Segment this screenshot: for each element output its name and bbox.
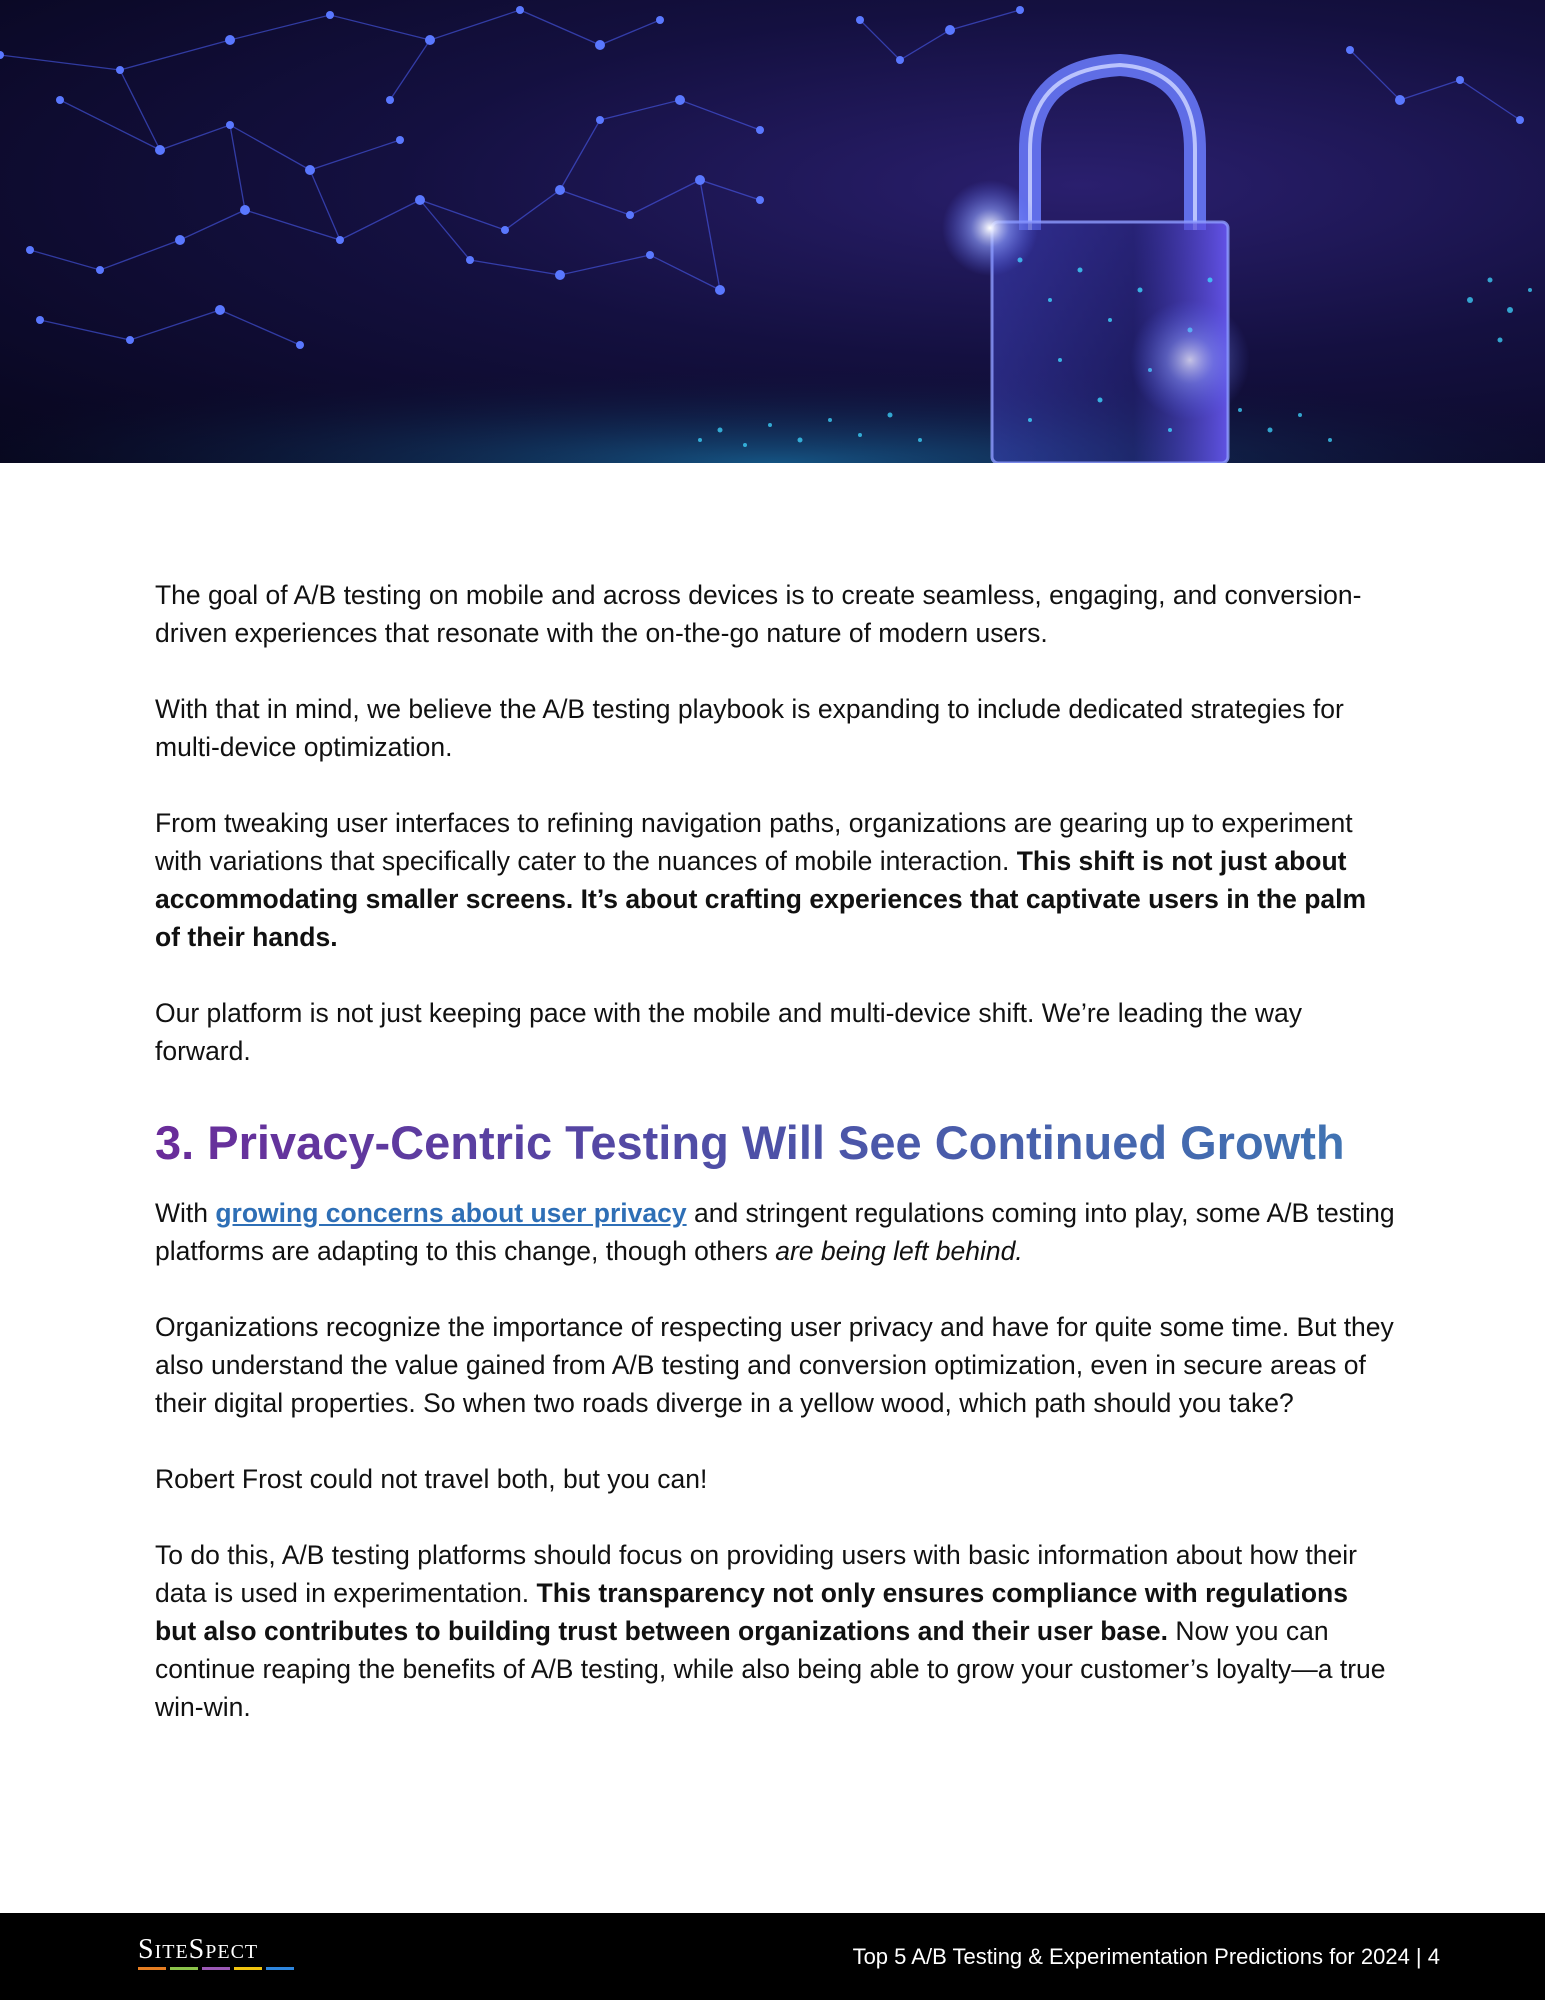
logo-wordmark: SiteSpect	[138, 1934, 259, 1965]
logo-bar	[234, 1967, 262, 1970]
paragraph	[155, 994, 1395, 1070]
paragraph-text: With that in mind, we believe the A/B testing playbook is expanding to include dedicated strategies for multi-device optimization.	[155, 694, 1344, 762]
paragraph-text: With	[155, 1198, 216, 1228]
paragraph-text: Organizations recognize the importance of respecting user privacy and have for quite some time. But they also understand the value gained from A/B testing and conversion optimization, even in secure areas of their digital properties. So when two roads diverge in a yellow wood, which path should you take?	[155, 1312, 1394, 1418]
paragraph-text: The goal of A/B testing on mobile and across devices is to create seamless, engaging, and conversion-driven experiences that resonate with the on-the-go nature of modern users.	[155, 580, 1362, 648]
paragraph-text: Robert Frost could not travel both, but you can!	[155, 1464, 708, 1494]
privacy-concerns-link[interactable]: growing concerns about user privacy	[215, 1198, 687, 1228]
article-body	[155, 576, 1395, 1764]
paragraph	[155, 690, 1395, 766]
page-footer	[0, 1913, 1545, 2000]
logo-bar	[138, 1967, 166, 1970]
logo-color-bars	[138, 1967, 294, 1970]
hero-network-illustration	[0, 0, 1545, 463]
paragraph-text: To do this, A/B testing platforms should focus on providing users with basic information about how their data is used in experimentation.	[155, 1540, 1357, 1608]
paragraph	[155, 576, 1395, 652]
paragraph	[155, 1194, 1395, 1270]
paragraph-text: From tweaking user interfaces to refining navigation paths, organizations are gearing up to experiment with variations that specifically cater to the nuances of mobile interaction.	[155, 808, 1353, 876]
section-heading: 3. Privacy-Centric Testing Will See Continued Growth	[155, 1114, 1395, 1172]
paragraph	[155, 1460, 1395, 1498]
paragraph-text: Our platform is not just keeping pace with the mobile and multi-device shift. We’re leading the way forward.	[155, 998, 1302, 1066]
sitespect-logo	[138, 1935, 294, 1970]
paragraph	[155, 1536, 1395, 1726]
hero-image	[0, 0, 1545, 463]
footer-page-title: Top 5 A/B Testing & Experimentation Predictions for 2024 | 4	[852, 1944, 1440, 1969]
paragraph-italic-text: are being left behind.	[775, 1236, 1023, 1266]
paragraph	[155, 804, 1395, 956]
logo-bar	[266, 1967, 294, 1970]
paragraph-bold-text: This transparency not only ensures compliance with regulations but also contributes to building trust between organizations and their user base.	[155, 1578, 1348, 1646]
paragraph	[155, 1308, 1395, 1422]
paragraph-bold-text: This shift is not just about accommodating smaller screens. It’s about crafting experiences that captivate users in the palm of their hands.	[155, 846, 1367, 952]
paragraph-text: and stringent regulations coming into play, some A/B testing platforms are adapting to this change, though others	[155, 1198, 1395, 1266]
logo-bar	[170, 1967, 198, 1970]
paragraph-text: Now you can continue reaping the benefits of A/B testing, while also being able to grow your customer’s loyalty—a true win-win.	[155, 1616, 1386, 1722]
logo-bar	[202, 1967, 230, 1970]
